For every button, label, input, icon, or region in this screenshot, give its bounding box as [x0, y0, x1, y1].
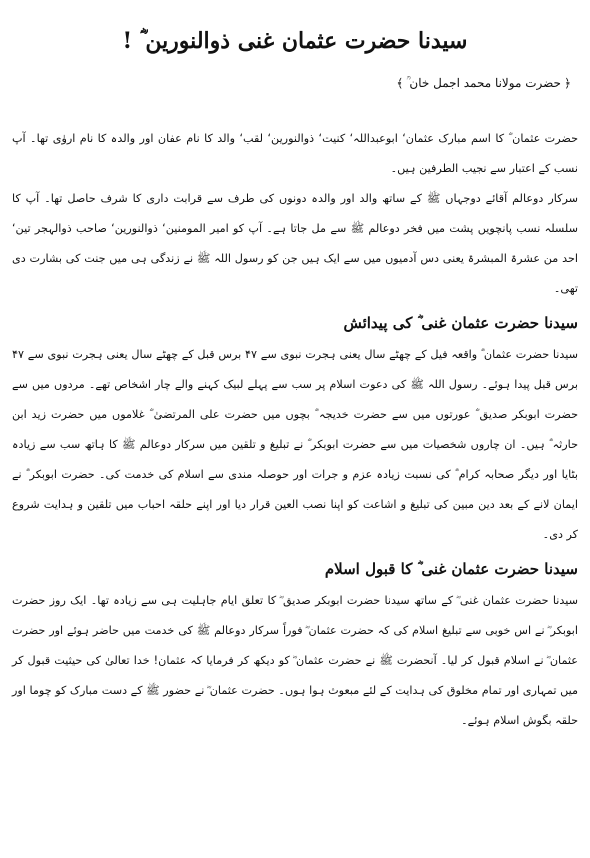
article-body — [12, 124, 578, 736]
ornament-right: ﴿ — [563, 76, 571, 90]
paragraph-intro: حضرت عثمان ؓ کا اسم مبارک عثمان‘ ابوعبداللہ‘ کنیت‘ ذوالنورین‘ لقب‘ والد کا نام عفان اور والدہ کا نام اروٰی تھا۔ آپ نسب کے اعتبار سے نجیب الطرفین ہیں۔ — [12, 132, 578, 175]
author-byline — [393, 74, 574, 92]
author-name: حضرت مولانا محمد اجمل خان ؒ — [406, 76, 561, 90]
paragraph-islam: سیدنا حضرت عثمان غنی ؓ کے ساتھ سیدنا حضرت ابوبکر صدیق ؓ کا تعلق ایام جاہلیت ہی سے زیادہ تھا۔ ایک روز حضرت ابوبکر ؓ نے اس خوبی سے تبلیغ اسلام کی کہ حضرت عثمان ؓ فوراً سرکار دوعالم ﷺ کی خدمت میں حاضر ہوئے اور حضرت عثمان ؓ نے اسلام قبول کر لیا۔ آنحضرت ﷺ نے حضرت عثمان ؓ کو دیکھ کر فرمایا کہ عثمان! خدا تعالیٰ کی حیثیت قبول کر میں تمہاری اور تمام مخلوق کی ہدایت کے لئے مبعوث ہوا ہوں۔ حضرت عثمان ؓ نے حضور ﷺ کے دست مبارک کو چوما اور حلقہ بگوش اسلام ہوئے۔ — [12, 594, 578, 727]
page-title: سیدنا حضرت عثمان غنی ذوالنورین ؓ ! — [122, 28, 468, 54]
ornament-left: ﴾ — [396, 76, 404, 90]
section-heading-islam: سیدنا حضرت عثمان غنی ؓ کا قبول اسلام — [324, 560, 578, 578]
section-heading-birth: سیدنا حضرت عثمان غنی ؓ کی پیدائش — [343, 314, 578, 332]
paragraph-birth: سیدنا حضرت عثمان ؓ واقعہ فیل کے چھٹے سال یعنی ہجرت نبوی سے ۴۷ برس قبل کے چھٹے سال یعنی ہجرت نبوی سے ۴۷ برس قبل پیدا ہوئے۔ رسول اللہ ﷺ کی دعوت اسلام پر سب سے پہلے لبیک کہنے والے چار اشخاص تھے۔ مردوں میں سے حضرت ابوبکر صدیق ؓ عورتوں میں سے حضرت خدیجہ ؓ بچوں میں حضرت علی المرتضیٰ ؓ غلاموں میں حضرت زید ابن حارثہ ؓ ہیں۔ ان چاروں شخصیات میں سے حضرت ابوبکر ؓ نے تبلیغ و تلقین میں سرکار دوعالم ﷺ کا ہاتھ سب سے زیادہ بٹایا اور دیگر صحابہ کرام ؓ کی نسبت زیادہ عزم و جرات اور حوصلہ مندی سے اسلام کی خدمت کی۔ حضرت ابوبکر ؓ نے ایمان لانے کے بعد دین مبین کی تبلیغ و اشاعت کو اپنا نصب العین قرار دیا اور اپنے حلقہ احباب میں تلقین و ہدایت شروع کر دی۔ — [12, 348, 578, 541]
paragraph-lineage: سرکار دوعالم آقائے دوجہاں ﷺ کے ساتھ والد اور والدہ دونوں کی طرف سے قرابت داری کا شرف حاصل تھا۔ آپ کا سلسلہ نسب پانچویں پشت میں فخر دوعالم ﷺ سے مل جاتا ہے۔ آپ کو امیر المومنین‘ ذوالنورین‘ صاحب ذوالہجر تین‘ احد من عشرۃ المبشرۃ یعنی دس آدمیوں میں سے ایک ہیں جن کو رسول اللہ ﷺ نے زندگی ہی میں جنت کی بشارت دی تھی۔ — [12, 192, 578, 295]
